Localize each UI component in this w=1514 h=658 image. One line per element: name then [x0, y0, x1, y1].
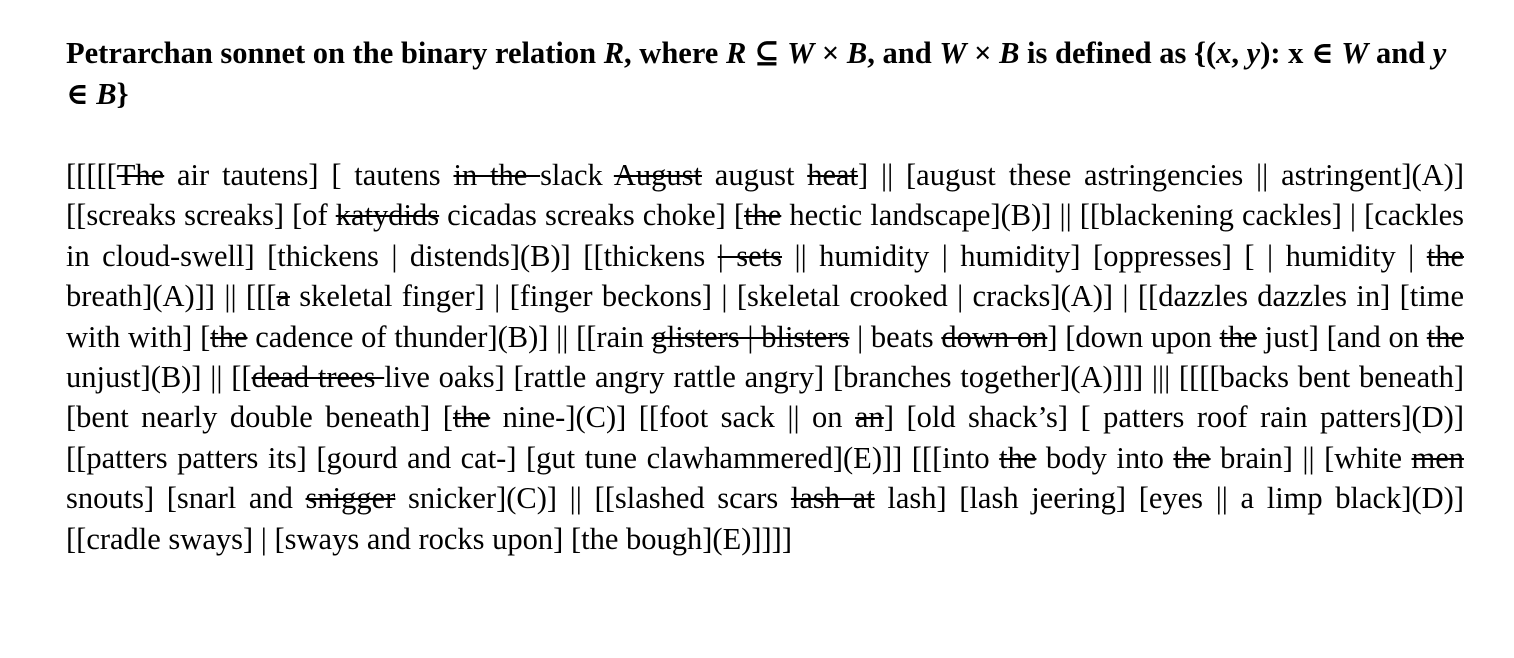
- body-text-run: ] [old shack’s] [ patters roof rain patters](D)] [[patters patters its] [gourd and cat-] [gut tune clawhammered](E)]] [[[into: [66, 400, 1464, 475]
- body-text-run: august: [701, 158, 808, 192]
- struck-text: glisters | blisters: [651, 319, 850, 354]
- struck-text: katydids: [335, 198, 440, 233]
- title-math: R: [603, 36, 625, 70]
- body-text-run: live oaks] [rattle angry rattle angry] [branches together](A)]]] ||| [[[[backs bent beneath] [bent nearly double beneath] [: [66, 360, 1464, 435]
- title-text: ×: [814, 36, 847, 70]
- body-text-run: snouts] [snarl and: [66, 481, 306, 516]
- body-text-run: cicadas screaks choke] [: [439, 198, 745, 233]
- body-text-run: snicker](C)] || [[slashed scars: [395, 481, 791, 516]
- body-text-run: unjust](B)] || [[: [66, 360, 252, 395]
- body-text-run: [[[[[: [66, 158, 117, 192]
- struck-text: down on: [941, 319, 1048, 354]
- struck-text: the: [999, 440, 1037, 475]
- body-text-run: lash] [lash jeering] [eyes || a limp black](D)] [[cradle sways] | [sways and rocks upon] [the bough](E)]]]]: [66, 481, 1464, 556]
- title-math: B: [999, 36, 1020, 70]
- body-text-run: air tautens] [ tautens: [164, 158, 454, 192]
- title-text: is defined as {(: [1019, 36, 1217, 70]
- body-text-run: nine-](C)] [[foot sack || on: [490, 400, 856, 435]
- body-text-run: hectic landscape](B)] || [[blackening cackles] | [cackles in cloud-swell] [thickens | distends](B)] [[thickens: [66, 198, 1464, 273]
- body-text-run: body into: [1036, 440, 1174, 475]
- title-math: y: [1246, 36, 1261, 70]
- title-math: y: [1432, 36, 1447, 70]
- title-text: }: [116, 77, 129, 111]
- document: [66, 33, 1464, 590]
- struck-text: in the: [453, 158, 541, 192]
- body-text-run: just] [and on: [1256, 319, 1427, 354]
- struck-text: lash at: [790, 481, 875, 516]
- body-text-run: slack: [540, 158, 614, 192]
- struck-text: The: [116, 158, 165, 192]
- body-text-run: || humidity | humidity] [oppresses] [ | humidity |: [782, 238, 1427, 273]
- struck-text: | sets: [717, 238, 783, 273]
- body-text-run: cadence of thunder](B)] || [[rain: [247, 319, 652, 354]
- title-text: Petrarchan sonnet on the binary relation: [66, 36, 604, 70]
- title-text: ∈: [66, 77, 97, 111]
- title-math: W: [1341, 36, 1369, 70]
- title-math: R: [725, 36, 747, 70]
- title-math: W: [787, 36, 815, 70]
- struck-text: snigger: [305, 481, 396, 516]
- struck-text: heat: [807, 158, 859, 192]
- title-text: ,: [1231, 36, 1247, 70]
- struck-text: the: [1173, 440, 1211, 475]
- struck-text: the: [452, 400, 491, 435]
- struck-text: a: [276, 279, 290, 314]
- struck-text: August: [613, 158, 702, 192]
- struck-text: the: [1219, 319, 1257, 354]
- title-math: B: [846, 36, 868, 70]
- body-text-run: breath](A)]] || [[[: [66, 279, 277, 314]
- sonnet-body: [66, 155, 1464, 559]
- title-text: , and: [867, 36, 940, 70]
- struck-text: the: [1426, 238, 1464, 273]
- title-text: , where: [624, 36, 726, 70]
- title-math: x: [1216, 36, 1232, 70]
- body-text-run: ] || [august these astringencies || astringent](A)] [[screaks screaks] [of: [66, 158, 1464, 233]
- body-text-run: skeletal finger] | [finger beckons] | [skeletal crooked | cracks](A)] | [[dazzles dazzles in] [time with with] [: [66, 279, 1464, 354]
- body-text-run: | beats: [849, 319, 942, 354]
- title-text: ): x ∈: [1260, 36, 1342, 70]
- title-text: and: [1368, 36, 1433, 70]
- title-math: W: [939, 36, 967, 70]
- title-text: ⊆: [746, 36, 788, 70]
- struck-text: men: [1411, 440, 1464, 475]
- sonnet-title: [66, 33, 1464, 115]
- struck-text: dead trees: [251, 360, 385, 395]
- title-text: ×: [966, 36, 1000, 70]
- title-math: B: [96, 77, 117, 111]
- struck-text: the: [1426, 319, 1464, 354]
- body-text-run: ] [down upon: [1047, 319, 1220, 354]
- struck-text: the: [210, 319, 248, 354]
- body-text-run: brain] || [white: [1210, 440, 1412, 475]
- struck-text: an: [855, 400, 884, 435]
- struck-text: the: [744, 198, 782, 233]
